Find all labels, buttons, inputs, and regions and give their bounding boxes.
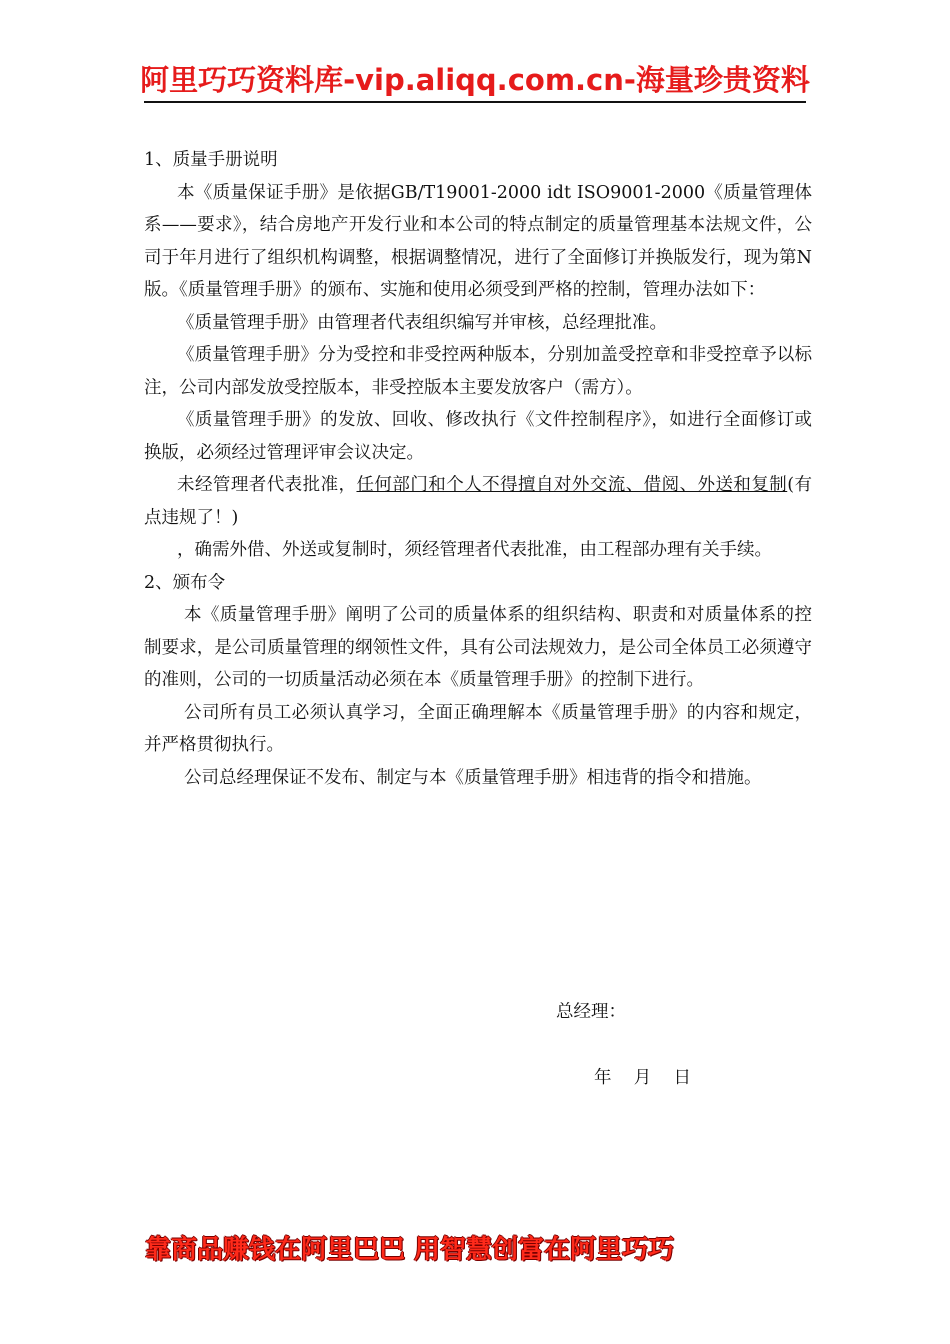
- section1-paragraph-1: 本《质量保证手册》是依据GB/T19001-2000 idt ISO9001-2000《质量管理体系——要求》，结合房地产开发行业和本公司的特点制定的质量管理基本法规文件，公司于年月进行了组织机构调整，根据调整情况，进行了全面修订并换版发行，现为第N版。《质量管理手册》的颁布、实施和使用必须受到严格的控制，管理办法如下：: [144, 182, 812, 300]
- paragraph-5-end: (有点违规了！): [144, 475, 813, 528]
- signature-date: 年 月 日: [594, 1068, 692, 1088]
- section2-paragraph-1: 本《质量管理手册》阐明了公司的质量体系的组织结构、职责和对质量体系的控制要求，是公司质量管理的纲领性文件，具有公司法规效力，是公司全体员工必须遵守的准则，公司的一切质量活动必须在本《质量管理手册》的控制下进行。: [144, 605, 812, 690]
- document-body: [144, 144, 812, 794]
- section2-title: 2、颁布令: [144, 572, 226, 593]
- footer-banner: 靠商品赚钱在阿里巴巴 用智慧创富在阿里巧巧: [145, 1235, 675, 1265]
- paragraph-5-start: 未经管理者代表批准，: [177, 475, 357, 495]
- section1-paragraph-6: ，确需外借、外送或复制时，须经管理者代表批准，由工程部办理有关手续。: [177, 540, 772, 560]
- underlined-restriction: 任何部门和个人不得擅自对外交流、借阅、外送和复制: [356, 475, 788, 495]
- section1-paragraph-4: 《质量管理手册》的发放、回收、修改执行《文件控制程序》，如进行全面修订或换版，必须经过管理评审会议决定。: [144, 410, 812, 463]
- section1-title: 1、质量手册说明: [144, 150, 278, 170]
- header-banner: 阿里巧巧资料库-vip.aliqq.com.cn-海量珍贵资料: [140, 63, 810, 97]
- header-divider: [144, 101, 806, 103]
- section1-paragraph-5: [144, 469, 812, 534]
- signature-manager-label: 总经理：: [556, 1002, 626, 1022]
- section1-paragraph-3: 《质量管理手册》分为受控和非受控两种版本，分别加盖受控章和非受控章予以标注，公司内部发放受控版本，非受控版本主要发放客户（需方）。: [144, 345, 812, 398]
- section2-paragraph-2: 公司所有员工必须认真学习，全面正确理解本《质量管理手册》的内容和规定，并严格贯彻执行。: [144, 702, 812, 755]
- section2-paragraph-3: 公司总经理保证不发布、制定与本《质量管理手册》相违背的指令和措施。: [184, 767, 762, 788]
- section1-paragraph-2: 《质量管理手册》由管理者代表组织编写并审核，总经理批准。: [177, 312, 667, 333]
